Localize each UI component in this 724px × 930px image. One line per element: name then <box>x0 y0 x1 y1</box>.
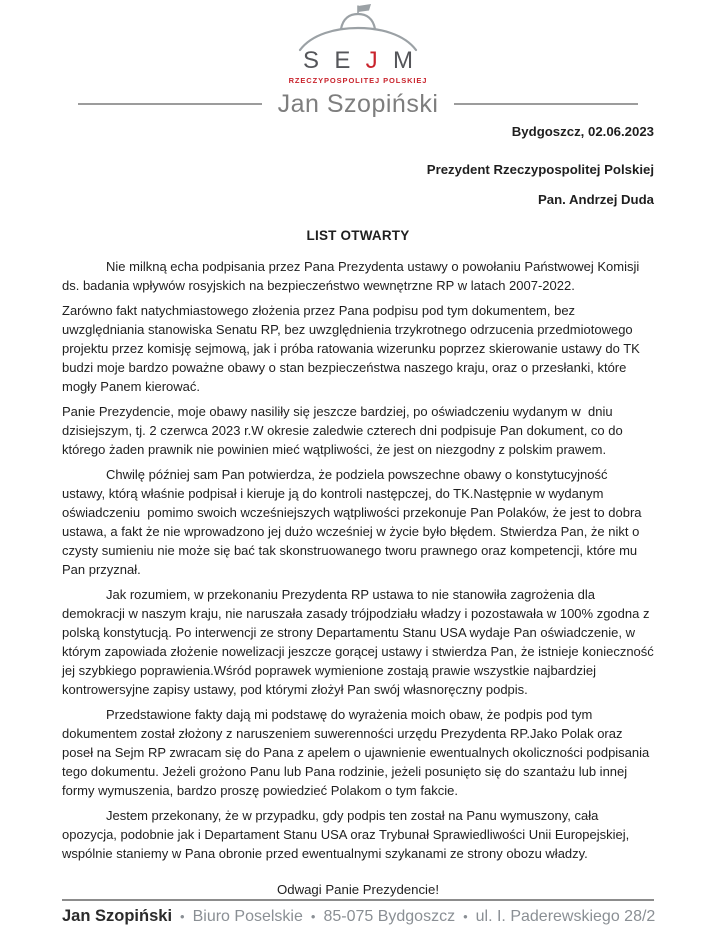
letter-body <box>62 257 658 869</box>
deputy-name: Jan Szopiński <box>277 90 439 118</box>
right-rule <box>454 103 638 105</box>
footer <box>62 899 654 926</box>
footer-name: Jan Szopiński <box>62 907 173 925</box>
recipient-block <box>62 161 654 209</box>
paragraph: Jestem przekonany, że w przypadku, gdy podpis ten został na Panu wymuszony, cała opozycja, podobnie jak i Departament Stanu USA oraz Trybunał Sprawiedliwości Unii Europejskiej, wspólnie staniemy w Pana obronie przed ewentualnymi szykanami ze strony obozu władzy. <box>62 808 633 861</box>
closing-line: Odwagi Panie Prezydencie! <box>276 882 439 897</box>
paragraph: Przedstawione fakty dają mi podstawę do wyrażenia moich obaw, że podpis pod tym dokumentem został złożony z naruszeniem suwerenności urzędu Prezydenta RP.Jako Polak oraz poseł na Sejm RP zwracam się do Pana z apelem o ujawnienie ewentualnych okoliczności podpisania tego dokumentu. Jeżeli grożono Panu lub Pana rodzinie, jeżeli posunięto się do szantażu lub innej formy wymuszenia, bardzo proszę powiedzieć Polakom o tym fakcie. <box>62 707 653 798</box>
paragraph: Zarówno fakt natychmiastowego złożenia przez Pana podpisu pod tym dokumentem, bez uwzględniania stanowiska Senatu RP, bez uwzględnienia trzykrotnego odrzucenia przedmiotowego projektu przez komisję sejmową, jak i próba ratowania wizerunku poprzez skierowanie ustawy do TK budzi moje bardzo poważne obawy o stan bezpieczeństwa naszego kraju, oraz o przesłanki, które mogły Panem kierować. <box>62 303 644 394</box>
sejm-letter-red: J <box>365 47 378 74</box>
sejm-dome-flag-icon <box>296 4 420 52</box>
place-and-date: Bydgoszcz, 02.06.2023 <box>511 124 654 139</box>
footer-office: Biuro Poselskie <box>192 908 303 925</box>
deputy-name-row <box>62 89 654 119</box>
sejm-logo-subtitle: RZECZYPOSPOLITEJ POLSKIEJ <box>288 76 428 85</box>
recipient-title: Prezydent Rzeczypospolitej Polskiej <box>426 162 654 177</box>
recipient-name: Pan. Andrzej Duda <box>537 192 654 207</box>
sejm-letter: E <box>334 47 351 74</box>
paragraph: Jak rozumiem, w przekonaniu Prezydenta RP ustawa to nie stanowiła zagrożenia dla demokracji w naszym kraju, nie naruszała zasady trójpodziału władzy i pozostawała w 100% zgodna z polską konstytucją. Po interwencji ze strony Departamentu Stanu USA wydaje Pan oświadczenie, w którym zapowiada złożenie nowelizacji jeszcze gorącej ustawy i stwierdza Pan, że istnieje konieczność jej szybkiego poprawienia.Wśród poprawek wymienione zostają prawie wszystkie najbardziej kontrowersyjne zapisy ustawy, pod którymi złożył Pan swój własnoręczny podpis. <box>62 587 658 697</box>
paragraph: Panie Prezydencie, moje obawy nasiliły się jeszcze bardziej, po oświadczeniu wydanym w dniu dzisiejszym, tj. 2 czerwca 2023 r.W okresie zaledwie czterech dni podpisuje Pan dokument, co do którego żaden prawnik nie powinien mieć wątpliwości, że jest on niezgodny z polskim prawem. <box>62 404 627 457</box>
footer-city: 85-075 Bydgoszcz <box>323 908 456 925</box>
paragraph: Chwilę później sam Pan potwierdza, że podziela powszechne obawy o konstytucyjność ustawy, którą właśnie podpisał i kieruje ją do kontroli następczej, do TK.Następnie w wydanym oświadczeniu pomimo swoich wcześniejszych wątpliwości przekonuje Pan Polaków, że jest to dobra ustawa, a fakt że nie wprowadzono jej dużo wcześniej w życie było błędem. Stwierdza Pan, że nikt o czysty sumieniu nie może się bać tak skonstruowanego tworu prawnego oraz kompetencji, które mu Pan przyznał. <box>62 467 646 577</box>
footer-street: ul. I. Paderewskiego 28/2 <box>475 908 656 925</box>
sejm-logo-wordmark <box>303 48 413 74</box>
paragraph: Nie milkną echa podpisania przez Pana Prezydenta ustawy o powołaniu Państwowej Komisji ds. badania wpływów rosyjskich na bezpieczeństwo wewnętrzne RP w latach 2007-2022. <box>62 259 643 293</box>
letter-title: LIST OTWARTY <box>306 228 410 243</box>
bullet-separator: • <box>180 909 185 924</box>
bullet-separator: • <box>310 909 316 924</box>
left-rule <box>78 103 262 105</box>
sejm-letter: S <box>303 47 320 74</box>
bullet-separator: • <box>463 909 468 924</box>
sejm-letterhead <box>62 4 654 85</box>
sejm-letter: M <box>392 47 413 74</box>
